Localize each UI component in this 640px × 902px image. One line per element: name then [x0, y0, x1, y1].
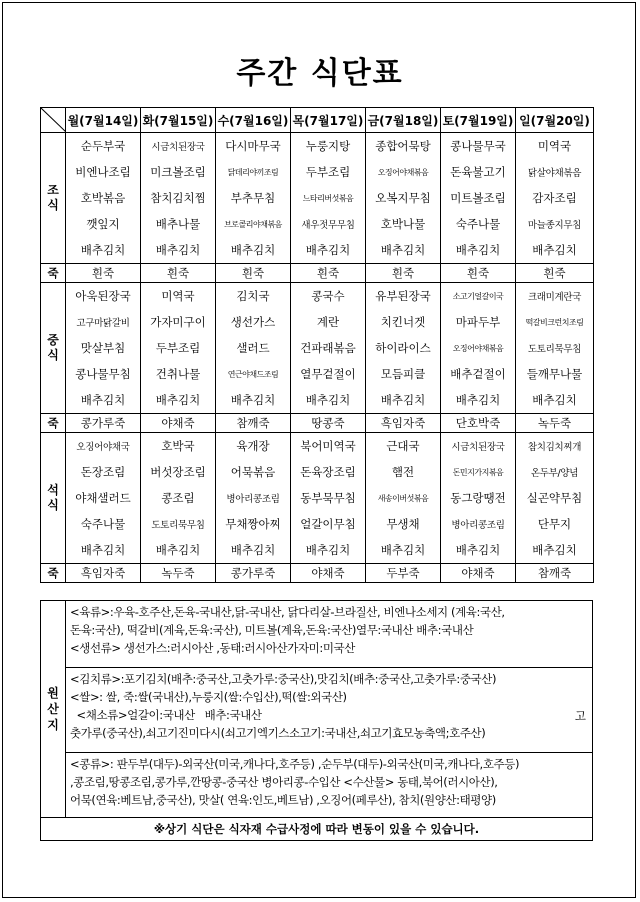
- menu-item: 마파두부: [441, 309, 516, 335]
- menu-item: 크래미계란국: [516, 283, 594, 310]
- porridge-item: 단호박죽: [441, 414, 516, 433]
- menu-item: 버섯장조림: [141, 459, 216, 485]
- menu-item: 배추김치: [441, 237, 516, 264]
- menu-item: 하이라이스: [366, 335, 441, 361]
- menu-item: 배추김치: [516, 537, 594, 564]
- menu-item: 오징어야채볶음: [366, 159, 441, 185]
- origin-line: 춧가루(중국산),쇠고기진미다시(쇠고기엑기스소고기:국내산,쇠고기효모농축액;호주산): [70, 726, 486, 740]
- menu-item: 미역국: [516, 133, 594, 160]
- porridge-item: 흰죽: [441, 264, 516, 283]
- origin-line: <채소류>얼갈이:국내산 배추:국내산: [70, 708, 262, 722]
- day-header: 수(7월16일): [216, 108, 291, 133]
- menu-item: 김치국: [216, 283, 291, 310]
- menu-item: 배추김치: [516, 387, 594, 414]
- menu-item: 숙주나물: [441, 211, 516, 237]
- menu-item: 콩조림: [141, 485, 216, 511]
- menu-item: 두부조림: [141, 335, 216, 361]
- menu-item: 두부조림: [291, 159, 366, 185]
- menu-item: 부추무침: [216, 185, 291, 211]
- porridge-item: 흰죽: [516, 264, 594, 283]
- porridge-item: 녹두죽: [516, 414, 594, 433]
- page-title: 주간 식단표: [236, 56, 404, 91]
- menu-item: 오징어야채국: [66, 433, 141, 460]
- menu-item: 참치김치찜: [141, 185, 216, 211]
- menu-item: 미크볼조림: [141, 159, 216, 185]
- menu-item: 오복지무침: [366, 185, 441, 211]
- meal-label-lunch: 중 식: [41, 283, 66, 414]
- origin-line: <김치류>:포기김치(배추:중국산,고춧가루:중국산),맛김치(배추:중국산,고춧가루:중국산): [70, 672, 497, 686]
- menu-item: 무채짱아찌: [216, 511, 291, 537]
- porridge-item: 흑임자죽: [66, 564, 141, 583]
- menu-item: 샐러드: [216, 335, 291, 361]
- menu-item: 호박국: [141, 433, 216, 460]
- porridge-item: 녹두죽: [141, 564, 216, 583]
- porridge-item: 흰죽: [216, 264, 291, 283]
- menu-item: 돈육장조림: [291, 459, 366, 485]
- menu-item: 건파래볶음: [291, 335, 366, 361]
- menu-item: 오징어야채볶음: [441, 335, 516, 361]
- menu-item: 유부된장국: [366, 283, 441, 310]
- menu-item: 얼갈이무침: [291, 511, 366, 537]
- origin-line: <콩류>: 판두부(대두)-외국산(미국,캐나다,호주등) ,순두부(대두)-외국산(미국,캐나다,호주등): [70, 757, 520, 771]
- menu-item: 생선가스: [216, 309, 291, 335]
- menu-item: 배추김치: [141, 537, 216, 564]
- porridge-item: 흰죽: [366, 264, 441, 283]
- menu-item: 느타리버섯볶음: [291, 185, 366, 211]
- menu-item: 미역국: [141, 283, 216, 310]
- menu-item: 배추나물: [141, 211, 216, 237]
- menu-item: 배추김치: [66, 387, 141, 414]
- day-header: 목(7월17일): [291, 108, 366, 133]
- porridge-item: 두부죽: [366, 564, 441, 583]
- menu-item: 배추김치: [366, 387, 441, 414]
- porridge-label: 죽: [41, 564, 66, 583]
- menu-item: 다시마무국: [216, 133, 291, 160]
- menu-item: 야채샐러드: [66, 485, 141, 511]
- origin-block-kimchi: [66, 668, 593, 753]
- menu-item: 가자미구이: [141, 309, 216, 335]
- menu-item: 닭데리야끼조림: [216, 159, 291, 185]
- menu-item: 열무겉절이: [291, 361, 366, 387]
- porridge-item: 콩가루죽: [216, 564, 291, 583]
- porridge-item: 흰죽: [291, 264, 366, 283]
- menu-item: 숙주나물: [66, 511, 141, 537]
- menu-item: 누룽지탕: [291, 133, 366, 160]
- menu-item: 종합어묵탕: [366, 133, 441, 160]
- menu-item: 브로콜리야채볶음: [216, 211, 291, 237]
- menu-item: 병아리콩조림: [216, 485, 291, 511]
- menu-item: 모듬피클: [366, 361, 441, 387]
- header-corner: [41, 108, 66, 133]
- menu-item: 새송이버섯볶음: [366, 485, 441, 511]
- menu-item: 동부묵무침: [291, 485, 366, 511]
- menu-item: 소고기얼갈이국: [441, 283, 516, 310]
- menu-item: 건취나물: [141, 361, 216, 387]
- porridge-item: 참깨죽: [516, 564, 594, 583]
- menu-item: 배추김치: [441, 537, 516, 564]
- meal-label-breakfast: 조 식: [41, 133, 66, 264]
- porridge-item: 땅콩죽: [291, 414, 366, 433]
- menu-item: 치킨너겟: [366, 309, 441, 335]
- menu-item: 배추김치: [441, 387, 516, 414]
- menu-item: 순두부국: [66, 133, 141, 160]
- origin-line: 돈육:국산), 떡갈비(계육,돈육:국산), 미트볼(계육,돈육:국산)열무:국내산 배추:국내산: [70, 623, 474, 637]
- porridge-label: 죽: [41, 264, 66, 283]
- menu-item: 배추김치: [366, 237, 441, 264]
- menu-item: 비엔나조림: [66, 159, 141, 185]
- menu-item: 맛살부침: [66, 335, 141, 361]
- origin-table: [40, 600, 593, 841]
- menu-item: 실곤약무침: [516, 485, 594, 511]
- origin-block-meat: [66, 601, 593, 668]
- origin-label: 원 산 지: [41, 601, 66, 818]
- menu-item: 배추김치: [516, 237, 594, 264]
- day-header: 금(7월18일): [366, 108, 441, 133]
- menu-item: 배추김치: [291, 537, 366, 564]
- menu-item: 호박나물: [366, 211, 441, 237]
- menu-item: 콩나물무침: [66, 361, 141, 387]
- porridge-item: 흰죽: [141, 264, 216, 283]
- menu-item: 배추겉절이: [441, 361, 516, 387]
- origin-block-beans: [66, 753, 593, 818]
- menu-item: 육개장: [216, 433, 291, 460]
- menu-item: 동그랑땡전: [441, 485, 516, 511]
- menu-item: 마늘종지무침: [516, 211, 594, 237]
- origin-line: ,콩조림,땅콩조림,콩가루,깐땅콩-중국산 병아리콩-수입산 <수산물> 동태,북어(러시아산),: [70, 775, 498, 789]
- menu-item: 햄전: [366, 459, 441, 485]
- menu-item: 배추김치: [141, 387, 216, 414]
- menu-item: 배추김치: [216, 387, 291, 414]
- menu-item: 도토리묵무침: [141, 511, 216, 537]
- origin-line: 어묵(연육:베트남,중국산), 맛살( 연육:인도,베트남) ,오징어(페루산), 참치(원양산:태평양): [70, 793, 496, 807]
- menu-item: 콩국수: [291, 283, 366, 310]
- meal-label-dinner: 석 식: [41, 433, 66, 564]
- menu-item: 돈육불고기: [441, 159, 516, 185]
- menu-item: 북어미역국: [291, 433, 366, 460]
- menu-item: 배추김치: [66, 537, 141, 564]
- origin-trailing-char: 고: [574, 709, 586, 723]
- porridge-item: 흑임자죽: [366, 414, 441, 433]
- origin-line: <쌀>: 쌀, 죽:쌀(국내산),누룽지(쌀:수입산),떡(쌀:외국산): [70, 690, 347, 704]
- porridge-label: 죽: [41, 414, 66, 433]
- day-header: 화(7월15일): [141, 108, 216, 133]
- menu-item: 콩나물무국: [441, 133, 516, 160]
- menu-item: 배추김치: [216, 237, 291, 264]
- menu-item: 배추김치: [216, 537, 291, 564]
- porridge-item: 콩가루죽: [66, 414, 141, 433]
- menu-item: 아욱된장국: [66, 283, 141, 310]
- porridge-item: 참깨죽: [216, 414, 291, 433]
- notice-text: ※상기 식단은 식자재 수급사정에 따라 변동이 있을 수 있습니다.: [41, 818, 593, 841]
- menu-item: 돈장조림: [66, 459, 141, 485]
- menu-item: 고구마닭갈비: [66, 309, 141, 335]
- menu-item: 배추김치: [66, 237, 141, 264]
- menu-item: 시금치된장국: [141, 133, 216, 160]
- day-header: 월(7월14일): [66, 108, 141, 133]
- porridge-item: 야채죽: [441, 564, 516, 583]
- menu-item: 단무지: [516, 511, 594, 537]
- menu-item: 배추김치: [141, 237, 216, 264]
- menu-item: 호박볶음: [66, 185, 141, 211]
- menu-item: 병아리콩조림: [441, 511, 516, 537]
- menu-item: 도토리묵무침: [516, 335, 594, 361]
- day-header: 일(7월20일): [516, 108, 594, 133]
- menu-item: 깻잎지: [66, 211, 141, 237]
- menu-item: 떡갈비크런치조림: [516, 309, 594, 335]
- porridge-item: 흰죽: [66, 264, 141, 283]
- day-header: 토(7월19일): [441, 108, 516, 133]
- menu-item: 감자조림: [516, 185, 594, 211]
- menu-item: 근대국: [366, 433, 441, 460]
- porridge-item: 야채죽: [291, 564, 366, 583]
- weekly-menu-table: [40, 107, 594, 583]
- menu-item: 참치김치찌개: [516, 433, 594, 460]
- menu-item: 새우젓무무침: [291, 211, 366, 237]
- menu-item: 돈민지가지볶음: [441, 459, 516, 485]
- menu-item: 시금치된장국: [441, 433, 516, 460]
- origin-line: <생선류> 생선가스:러시아산 ,동태:러시아산가자미:미국산: [70, 641, 355, 655]
- menu-item: 무생채: [366, 511, 441, 537]
- menu-item: 온두부/양념: [516, 459, 594, 485]
- menu-item: 어묵볶음: [216, 459, 291, 485]
- menu-item: 배추김치: [366, 537, 441, 564]
- menu-item: 닭살야채볶음: [516, 159, 594, 185]
- menu-item: 연근야채드조림: [216, 361, 291, 387]
- menu-item: 미트볼조림: [441, 185, 516, 211]
- origin-line: <육류>:우육-호주산,돈육-국내산,닭-국내산, 닭다리살-브라질산, 비엔나소세지 (계육:국산,: [70, 605, 505, 619]
- menu-item: 계란: [291, 309, 366, 335]
- menu-item: 들깨무나물: [516, 361, 594, 387]
- menu-item: 배추김치: [291, 237, 366, 264]
- porridge-item: 야채죽: [141, 414, 216, 433]
- menu-item: 배추김치: [291, 387, 366, 414]
